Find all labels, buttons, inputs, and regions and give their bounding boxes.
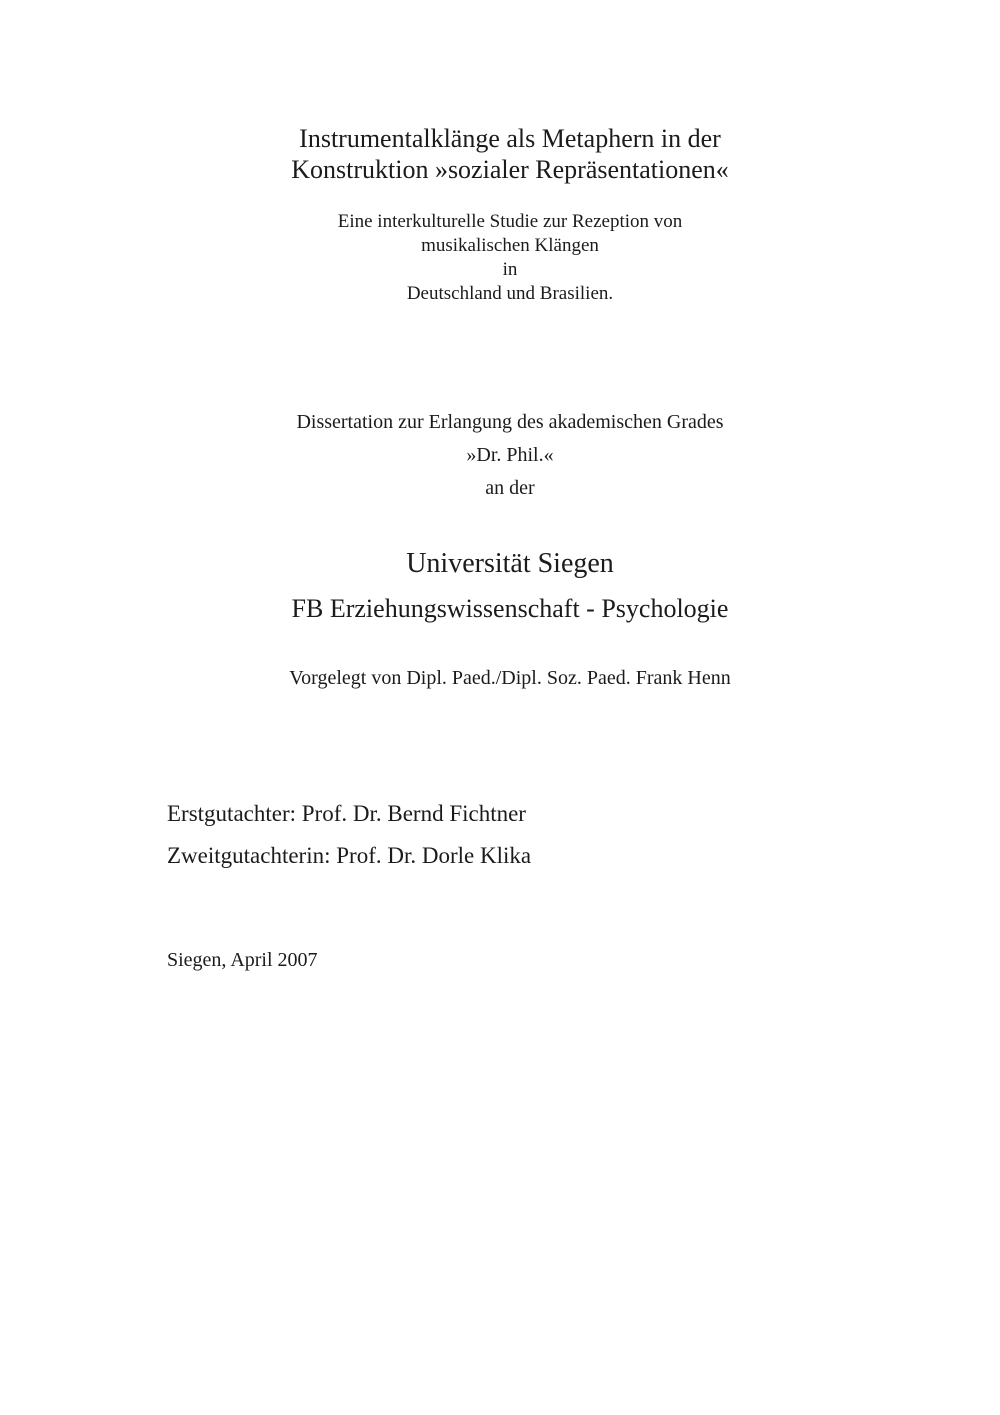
first-reviewer: Erstgutachter: Prof. Dr. Bernd Fichtner	[167, 801, 526, 826]
title-line-2: Konstruktion »sozialer Repräsentationen«	[291, 155, 729, 184]
degree-line-3: an der	[485, 477, 535, 499]
page-title	[160, 123, 860, 185]
author-line: Vorgelegt von Dipl. Paed./Dipl. Soz. Paed. Frank Henn	[289, 667, 731, 689]
degree-statement	[160, 406, 860, 505]
degree-line-1: Dissertation zur Erlangung des akademischen Grades	[296, 411, 724, 433]
second-reviewer: Zweitgutachterin: Prof. Dr. Dorle Klika	[167, 843, 532, 868]
university-name: Universität Siegen	[406, 548, 614, 579]
degree-line-2: »Dr. Phil.«	[466, 444, 554, 466]
subtitle-line-3: in	[502, 259, 518, 280]
place-and-date: Siegen, April 2007	[167, 949, 318, 971]
title-line-1: Instrumentalklänge als Metaphern in der	[299, 124, 721, 153]
subtitle-line-4: Deutschland und Brasilien.	[406, 283, 614, 304]
subtitle	[160, 210, 860, 306]
subtitle-line-1: Eine interkulturelle Studie zur Rezeption von	[337, 211, 683, 232]
subtitle-line-2: musikalischen Klängen	[421, 235, 599, 256]
department-name: FB Erziehungswissenschaft - Psychologie	[291, 594, 729, 623]
reviewers	[167, 793, 531, 877]
